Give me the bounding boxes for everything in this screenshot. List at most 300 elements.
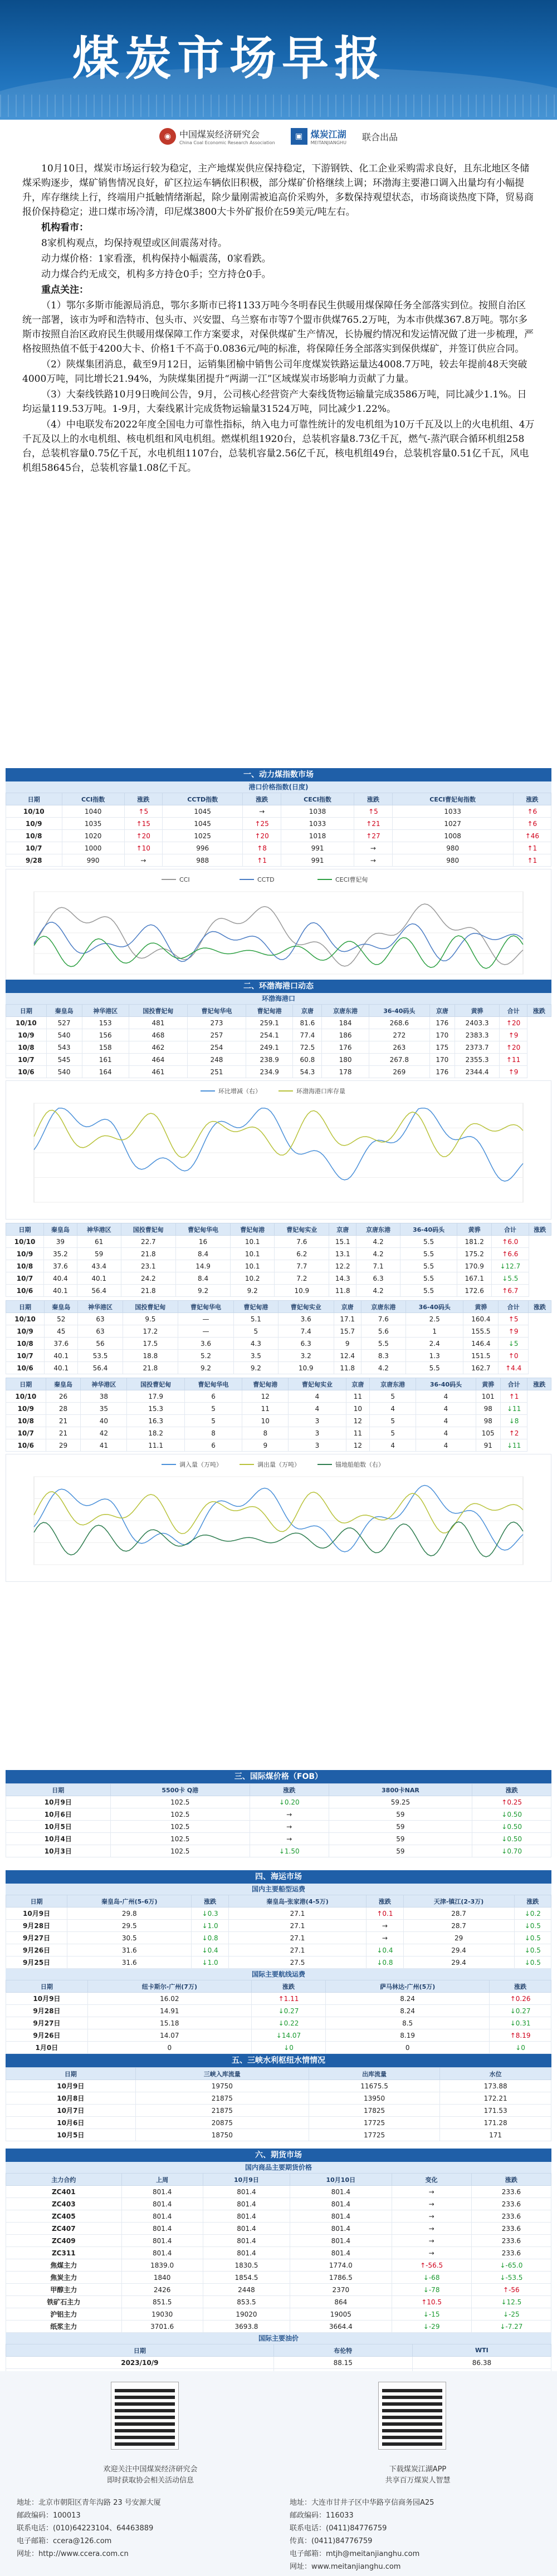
table-cell: ↓0.27 <box>251 2005 325 2017</box>
table-cell: 39 <box>44 1236 77 1248</box>
three-gorges-table <box>6 2067 551 2141</box>
table-cell: 5 <box>184 1415 242 1427</box>
table-cell: 27.1 <box>228 1920 367 1932</box>
table-cell: ↓0.5 <box>514 1944 551 1956</box>
table-cell: 9月26日 <box>6 2029 88 2042</box>
table-cell: 527 <box>46 1017 82 1029</box>
table-cell: 12.2 <box>329 1260 356 1272</box>
table-cell: 1038 <box>281 805 354 818</box>
table-cell: 3.6 <box>278 1313 334 1325</box>
table-cell: 28.7 <box>403 1920 514 1932</box>
table-cell: 1025 <box>162 830 243 842</box>
table-cell: 1027 <box>392 818 513 830</box>
ccera-address: 地址：北京市朝阳区青年沟路 23 号安源大厦 <box>17 2499 161 2507</box>
table-cell: 980 <box>392 842 513 854</box>
section-subtitle: 环渤海港口 <box>6 993 551 1004</box>
table-cell: ↑6.6 <box>492 1248 529 1260</box>
table-cell: 10/10 <box>6 1236 44 1248</box>
column-header: 10月9日 <box>203 2174 290 2186</box>
table-cell: 1020 <box>62 830 124 842</box>
table-cell: 56.4 <box>77 1285 121 1297</box>
table-cell: 31.6 <box>67 1944 192 1956</box>
table-cell: ↓5.5 <box>492 1272 529 1285</box>
table-cell: 102.5 <box>110 1821 250 1833</box>
table-cell: 38 <box>81 1390 127 1403</box>
table-cell: 40 <box>81 1415 127 1427</box>
column-header: 曹妃甸实业 <box>289 1378 346 1390</box>
table-cell: 9月25日 <box>6 1956 67 1969</box>
table-cell: 5.5 <box>400 1285 457 1297</box>
table-cell: 27.1 <box>228 1944 367 1956</box>
mtjh-address: 地址：大连市甘井子区中华路亨信商务园A25 <box>290 2499 434 2507</box>
column-header: 涨跌 <box>514 1895 551 1908</box>
table-cell: 249.1 <box>246 1041 292 1054</box>
column-header: 涨跌 <box>243 793 281 805</box>
column-header: 曹妃甸华电 <box>184 1378 242 1390</box>
table-cell: 29 <box>403 1932 514 1944</box>
table-cell: 151.5 <box>463 1350 499 1362</box>
column-header: CCI指数 <box>62 793 124 805</box>
table-cell: 801.4 <box>121 2247 203 2259</box>
table-cell: → <box>392 2198 471 2210</box>
table-cell: 14.91 <box>87 2005 251 2017</box>
ccera-qr-code <box>111 2382 178 2449</box>
table-cell: 10/8 <box>6 830 62 842</box>
table-row <box>6 1272 551 1285</box>
table-cell: ↓1.0 <box>192 1956 228 1969</box>
table-row <box>6 2272 551 2284</box>
column-header: 秦皇岛 <box>46 1378 81 1390</box>
table-cell: 21.8 <box>123 1362 178 1374</box>
table-cell: 1033 <box>392 805 513 818</box>
table-cell: 1018 <box>281 830 354 842</box>
table-cell: → <box>392 2186 471 2198</box>
table-cell: 17825 <box>309 2105 439 2117</box>
table-cell: 273 <box>187 1017 246 1029</box>
column-header: 涨跌 <box>472 1784 551 1796</box>
table-cell: 801.4 <box>203 2235 290 2247</box>
column-header: 京唐 <box>429 1005 455 1017</box>
table-cell: 11.1 <box>127 1439 184 1452</box>
column-header: 曹妃甸实业 <box>275 1223 329 1236</box>
ccera-email: 电子邮箱：ccera@126.com <box>17 2537 112 2545</box>
table-cell: ↑9 <box>500 1066 527 1078</box>
table-cell: 3.5 <box>233 1350 278 1362</box>
table-cell: 10/8 <box>6 1338 45 1350</box>
table-cell: 3.6 <box>178 1338 234 1350</box>
mtjh-qr-code <box>379 2382 446 2449</box>
table-cell: 233.6 <box>471 2223 551 2235</box>
table-cell: 9月27日 <box>6 1932 67 1944</box>
column-header: 秦皇岛 <box>44 1223 77 1236</box>
table-cell: 18.2 <box>127 1427 184 1439</box>
table-cell: 10月9日 <box>6 1908 67 1920</box>
column-header: 黄骅 <box>457 1223 492 1236</box>
column-header: 曹妃甸港 <box>246 1005 292 1017</box>
table-row <box>6 1390 551 1403</box>
mtjh-website[interactable]: 网址：www.meitanjianghu.com <box>290 2563 401 2571</box>
table-cell: ↓0.5 <box>514 1956 551 1969</box>
legend-label: 环渤海港口库存量 <box>296 1088 345 1095</box>
table-cell: 269 <box>369 1066 429 1078</box>
column-header: CECI曹妃甸指数 <box>392 793 513 805</box>
ccera-qr-subcaption: 即时获取协会相关活动信息 <box>106 2476 194 2485</box>
table-cell: 2355.3 <box>455 1054 500 1066</box>
table-cell: ZC407 <box>6 2223 122 2235</box>
table-cell: 42 <box>81 1427 127 1439</box>
port-inflow-table <box>6 1223 551 1297</box>
table-cell: 801.4 <box>203 2210 290 2223</box>
table-cell: ↓14.07 <box>251 2029 325 2042</box>
table-cell: 5.2 <box>178 1350 234 1362</box>
table-cell: 焦炭主力 <box>6 2272 122 2284</box>
table-cell: 10/9 <box>6 1029 47 1041</box>
table-cell: 10 <box>242 1415 289 1427</box>
table-cell: 10 <box>346 1403 369 1415</box>
table-cell: ↓-25 <box>471 2308 551 2321</box>
table-cell: ↑9 <box>500 1029 527 1041</box>
joint-label: 联合出品 <box>361 131 398 142</box>
table-cell: 9.2 <box>175 1285 230 1297</box>
table-cell: 8.19 <box>326 2029 490 2042</box>
table-row <box>6 1908 551 1920</box>
table-cell: → <box>354 854 392 867</box>
column-header: 曹妃甸港 <box>231 1223 275 1236</box>
table-cell: 10月6日 <box>6 2117 136 2129</box>
column-header: 涨跌 <box>527 1378 551 1390</box>
column-header: 京唐 <box>293 1005 322 1017</box>
table-cell: 4.2 <box>361 1362 405 1374</box>
table-cell: 3664.4 <box>290 2321 392 2333</box>
table-cell: 15.7 <box>334 1325 361 1338</box>
column-header: 萨马林达-广州(5万) <box>326 1980 490 1993</box>
table-row <box>6 2080 551 2092</box>
table-cell: 3 <box>289 1427 346 1439</box>
table-cell: 1008 <box>392 830 513 842</box>
table-cell: 9月27日 <box>6 2017 88 2029</box>
table-row <box>6 1350 551 1362</box>
table-cell: 98 <box>476 1403 500 1415</box>
table-cell: 10/9 <box>6 818 62 830</box>
table-cell: 175.2 <box>457 1248 492 1260</box>
table-cell: 980 <box>392 854 513 867</box>
table-cell: 172.21 <box>440 2092 551 2105</box>
table-cell: 16.3 <box>127 1415 184 1427</box>
table-header-row <box>6 1223 551 1236</box>
column-header: 涨跌 <box>490 1980 551 1993</box>
table-row <box>6 1845 551 1857</box>
column-header: 国投曹妃甸 <box>121 1223 175 1236</box>
table-row <box>6 2235 551 2247</box>
table-cell: 14.3 <box>329 1272 356 1285</box>
table-cell: ↓12.5 <box>471 2296 551 2308</box>
table-cell: 462 <box>129 1041 187 1054</box>
table-cell: 59 <box>77 1248 121 1260</box>
column-header: 神华港区 <box>81 1378 127 1390</box>
table-cell: 102.5 <box>110 1833 250 1845</box>
table-cell: → <box>367 1920 403 1932</box>
table-cell: 40.1 <box>45 1362 78 1374</box>
table-cell: 14.9 <box>175 1260 230 1272</box>
column-header: 出库流量 <box>309 2068 439 2080</box>
table-row <box>6 2092 551 2105</box>
table-cell: 170.9 <box>457 1260 492 1272</box>
column-header: 国投曹妃甸 <box>127 1378 184 1390</box>
table-cell: ↑0.26 <box>490 1993 551 2005</box>
table-cell: 61 <box>77 1236 121 1248</box>
table-cell: 257 <box>187 1029 246 1041</box>
table-row <box>6 1993 551 2005</box>
table-cell: 27.5 <box>228 1956 367 1969</box>
table-cell: ↓0 <box>490 2042 551 2054</box>
table-cell: 5.1 <box>233 1313 278 1325</box>
table-cell: 248 <box>187 1054 246 1066</box>
table-cell: 184 <box>322 1017 369 1029</box>
column-header: 日期 <box>6 1005 47 1017</box>
table-cell: 41 <box>81 1439 127 1452</box>
table-cell: 3701.6 <box>121 2321 203 2333</box>
table-cell: ↓-29 <box>392 2321 471 2333</box>
column-header: 日期 <box>6 1223 44 1236</box>
column-header: 神华港区 <box>77 1223 121 1236</box>
table-cell: 10月7日 <box>6 2105 136 2117</box>
table-cell: 161 <box>82 1054 129 1066</box>
table-cell: → <box>392 2235 471 2247</box>
report-title: 煤炭市场早报 <box>72 31 387 86</box>
table-cell: 158 <box>82 1041 129 1054</box>
table-cell: 8.5 <box>326 2017 490 2029</box>
table-cell: ↑5 <box>354 805 392 818</box>
table-cell: 23.1 <box>121 1260 175 1272</box>
table-cell: 5 <box>370 1390 416 1403</box>
table-cell: 170 <box>429 1054 455 1066</box>
table-row <box>6 1338 551 1350</box>
table-cell: 17725 <box>309 2129 439 2141</box>
column-header: 秦皇岛 <box>46 1005 82 1017</box>
table-cell: 4.2 <box>356 1248 400 1260</box>
port-stock-table <box>6 1004 551 1078</box>
table-cell: 10/8 <box>6 1041 47 1054</box>
table-row <box>6 2042 551 2054</box>
column-header: 涨跌 <box>367 1895 403 1908</box>
table-cell: → <box>124 854 162 867</box>
table-cell: 91 <box>476 1439 500 1452</box>
column-header: 36-40码头 <box>400 1223 457 1236</box>
table-cell: 10/7 <box>6 842 62 854</box>
table-cell: 10/9 <box>6 1248 44 1260</box>
table-cell: 10/6 <box>6 1362 45 1374</box>
column-header: 曹妃甸港 <box>242 1378 289 1390</box>
table-cell: 37.6 <box>45 1338 78 1350</box>
column-header: CCTD指数 <box>162 793 243 805</box>
fob-table <box>6 1783 551 1857</box>
table-cell: 2426 <box>121 2284 203 2296</box>
table-cell: 464 <box>129 1054 187 1066</box>
table-cell: 2344.4 <box>455 1066 500 1078</box>
table-row <box>6 1415 551 1427</box>
table-cell: 21 <box>46 1415 81 1427</box>
table-cell: 27.1 <box>228 1932 367 1944</box>
section-index-market <box>6 768 551 991</box>
table-cell: 21875 <box>135 2105 309 2117</box>
table-cell: 4 <box>416 1415 476 1427</box>
table-cell: 254.1 <box>246 1029 292 1041</box>
summary-para-2: 8家机构观点，均保持观望或区间震荡对待。 <box>41 238 227 249</box>
table-cell: 233.6 <box>471 2198 551 2210</box>
table-cell: ↑20 <box>124 830 162 842</box>
table-cell: 153 <box>82 1017 129 1029</box>
table-cell: 18750 <box>135 2129 309 2141</box>
table-cell: ↓1.0 <box>192 1920 228 1932</box>
table-cell: 焦煤主力 <box>6 2259 122 2272</box>
table-row <box>6 854 551 867</box>
table-row <box>6 2321 551 2333</box>
table-cell: ↑8.19 <box>490 2029 551 2042</box>
ccera-name-en: China Coal Economic Research Association <box>179 140 275 145</box>
table-cell: → <box>250 1821 329 1833</box>
table-row <box>6 1427 551 1439</box>
table-cell: 801.4 <box>203 2247 290 2259</box>
column-header: 涨跌 <box>527 1005 551 1017</box>
table-cell: ↓0.50 <box>472 1808 551 1821</box>
table-cell: 7.6 <box>275 1236 329 1248</box>
table-cell: ↓0.27 <box>490 2005 551 2017</box>
column-header: 秦皇岛-广州(5-6万) <box>67 1895 192 1908</box>
table-cell: 176 <box>429 1017 455 1029</box>
table-cell: 9月28日 <box>6 1920 67 1932</box>
column-header: 涨跌 <box>529 1223 551 1236</box>
table-cell: 10/9 <box>6 1325 45 1338</box>
table-cell: 1045 <box>162 805 243 818</box>
table-cell: 63 <box>78 1313 123 1325</box>
column-header: 合计 <box>499 1301 529 1313</box>
table-cell: 59 <box>329 1821 472 1833</box>
table-cell: 10月6日 <box>6 1808 111 1821</box>
table-cell: ↓0.8 <box>192 1932 228 1944</box>
table-cell: 56.4 <box>78 1362 123 1374</box>
table-cell: ↑10 <box>124 842 162 854</box>
table-cell: 3693.8 <box>203 2321 290 2333</box>
table-cell: 234.9 <box>246 1066 292 1078</box>
table-cell: ↓0.70 <box>472 1845 551 1857</box>
table-cell: 9月28日 <box>6 2005 88 2017</box>
table-cell: 540 <box>46 1029 82 1041</box>
table-cell: ↑25 <box>243 818 281 830</box>
table-cell: 40.1 <box>45 1350 78 1362</box>
column-header: 黄骅 <box>463 1301 499 1313</box>
table-cell: 6 <box>184 1439 242 1452</box>
table-cell: 11675.5 <box>309 2080 439 2092</box>
table-cell: 4 <box>370 1439 416 1452</box>
table-cell: 沪铝主力 <box>6 2308 122 2321</box>
table-row <box>6 1029 551 1041</box>
table-cell: ↓0.8 <box>367 1956 403 1969</box>
table-cell: 1035 <box>62 818 124 830</box>
table-cell: — <box>178 1313 234 1325</box>
table-cell: 11.8 <box>334 1362 361 1374</box>
table-cell: 29.4 <box>403 1944 514 1956</box>
ccera-website[interactable]: 网址：http://www.ccera.com.cn <box>17 2550 129 2558</box>
table-cell: 10.1 <box>231 1248 275 1260</box>
table-row <box>6 1236 551 1248</box>
column-header: 上周 <box>121 2174 203 2186</box>
table-cell: 233.6 <box>471 2247 551 2259</box>
column-header: 水位 <box>440 2068 551 2080</box>
column-header: 布伦特 <box>273 2344 412 2357</box>
table-cell: 10/10 <box>6 1017 47 1029</box>
table-row <box>6 1403 551 1415</box>
port-outflow-table <box>6 1300 551 1374</box>
table-cell: 1839.0 <box>121 2259 203 2272</box>
table-header-row <box>6 1301 551 1313</box>
table-cell: 98 <box>476 1415 500 1427</box>
intl-freight-subtitle: 国际主要航线运费 <box>6 1969 551 1980</box>
table-cell: 31.6 <box>67 1956 192 1969</box>
column-header: 曹妃甸实业 <box>278 1301 334 1313</box>
table-cell: 172.6 <box>457 1285 492 1297</box>
table-cell: 56 <box>78 1338 123 1350</box>
table-cell: 0 <box>326 2042 490 2054</box>
mtjh-postcode: 邮政编码：116033 <box>290 2511 354 2520</box>
table-cell: ↑1 <box>513 842 551 854</box>
table-cell: 59 <box>329 1833 472 1845</box>
table-cell: 4 <box>416 1390 476 1403</box>
table-cell: ↓11 <box>500 1439 527 1452</box>
table-header-row <box>6 1378 551 1390</box>
table-row <box>6 1362 551 1374</box>
table-row <box>6 2357 551 2369</box>
table-cell: 4 <box>289 1390 346 1403</box>
column-header: 曹妃甸港 <box>233 1301 278 1313</box>
column-header: 曹妃甸华电 <box>178 1301 234 1313</box>
table-cell: 3 <box>289 1439 346 1452</box>
table-cell: 801.4 <box>290 2223 392 2235</box>
table-cell: 4.3 <box>233 1338 278 1350</box>
table-cell: 10月9日 <box>6 1796 111 1808</box>
table-cell: 105 <box>476 1427 500 1439</box>
table-cell: 10月8日 <box>6 2092 136 2105</box>
table-cell: 21875 <box>135 2092 309 2105</box>
column-header: 三峡入库流量 <box>135 2068 309 2080</box>
table-cell: ↑6 <box>513 805 551 818</box>
column-header: 36-40码头 <box>405 1301 463 1313</box>
table-cell: 13950 <box>309 2092 439 2105</box>
table-cell: 21 <box>46 1427 81 1439</box>
table-cell: 801.4 <box>203 2198 290 2210</box>
table-cell: ↑21 <box>354 818 392 830</box>
table-row <box>6 2029 551 2042</box>
table-cell: 251 <box>187 1066 246 1078</box>
table-cell: 29.5 <box>67 1920 192 1932</box>
table-cell: 801.4 <box>203 2223 290 2235</box>
table-cell: 801.4 <box>290 2186 392 2198</box>
table-cell: 176 <box>322 1041 369 1054</box>
table-cell: ↑2 <box>500 1427 527 1439</box>
table-cell: 45 <box>45 1325 78 1338</box>
table-cell: 19030 <box>121 2308 203 2321</box>
table-cell: → <box>367 1932 403 1944</box>
section-title: 六、期货市场 <box>6 2149 551 2162</box>
table-cell: 5.5 <box>400 1248 457 1260</box>
table-cell: 11 <box>242 1403 289 1415</box>
table-cell: 10月9日 <box>6 2080 136 2092</box>
table-row <box>6 1796 551 1808</box>
table-cell: 10/6 <box>6 1439 46 1452</box>
table-cell: 10月4日 <box>6 1833 111 1845</box>
table-cell: 1774.0 <box>290 2259 392 2272</box>
table-cell: ↓1.50 <box>250 1845 329 1857</box>
table-cell: 9.2 <box>231 1285 275 1297</box>
